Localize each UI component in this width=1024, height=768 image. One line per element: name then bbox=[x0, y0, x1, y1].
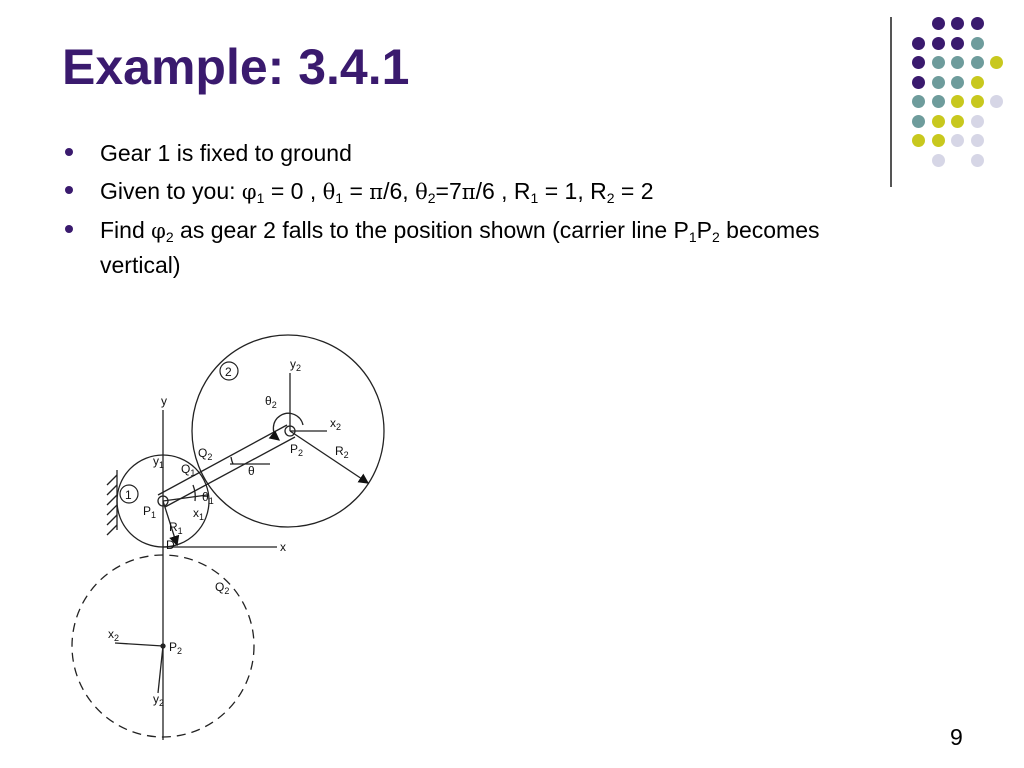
bullet-icon bbox=[65, 186, 73, 194]
p2-top-label: $P_2$ bbox=[290, 442, 304, 458]
decorative-dot bbox=[971, 95, 984, 108]
x2-prime-top-label: $x_2$ bbox=[330, 416, 342, 432]
theta-label: θ bbox=[248, 464, 255, 478]
decorative-dot bbox=[951, 56, 964, 69]
theta2-label: $\theta_2$ bbox=[265, 394, 277, 410]
decorative-dot bbox=[912, 115, 925, 128]
decorative-dot bbox=[951, 17, 964, 30]
decorative-dot bbox=[912, 56, 925, 69]
decorative-dot bbox=[951, 115, 964, 128]
y1-prime-label: $y_1$ bbox=[153, 454, 165, 470]
decorative-dot bbox=[971, 17, 984, 30]
ground-hatch bbox=[107, 470, 117, 535]
bullet-item bbox=[62, 174, 882, 209]
decorative-dot bbox=[971, 37, 984, 50]
decorative-dot bbox=[971, 56, 984, 69]
decorative-dot bbox=[932, 17, 945, 30]
decorative-dot bbox=[932, 37, 945, 50]
y2-prime-top-label: $y_2$ bbox=[290, 357, 302, 373]
decorative-dot bbox=[990, 56, 1003, 69]
bullet-icon bbox=[65, 225, 73, 233]
decorative-dot bbox=[971, 76, 984, 89]
bullet-list bbox=[62, 136, 882, 286]
gear-1-label: 1 bbox=[125, 488, 132, 502]
bullet-text: Given to you: $\varphi_1 = 0$ , $\theta_1 = \pi/6$, $\theta_2=7\pi/6$ , $R_1 = 1$, $R_2 = 2$ bbox=[100, 178, 654, 206]
bullet-item bbox=[62, 213, 882, 282]
p1-label: $P_1$ bbox=[143, 504, 157, 520]
decorative-dot bbox=[912, 95, 925, 108]
decorative-dot bbox=[951, 76, 964, 89]
x1-prime-label: $x_1$ bbox=[193, 506, 205, 522]
decorative-dot bbox=[932, 134, 945, 147]
decorative-dot bbox=[951, 37, 964, 50]
theta1-label: $\theta_1$ bbox=[202, 490, 214, 506]
carrier-bar bbox=[158, 425, 295, 507]
slide-title: Example: 3.4.1 bbox=[62, 39, 410, 95]
r2-label: $R_2$ bbox=[335, 444, 349, 460]
decorative-dot bbox=[971, 115, 984, 128]
y2-prime-bottom-label: $y_2$ bbox=[153, 692, 165, 708]
decorative-dot bbox=[990, 95, 1003, 108]
x-axis-label: x bbox=[280, 540, 286, 554]
gear-2-circle bbox=[192, 335, 384, 527]
d-label: D bbox=[166, 538, 175, 552]
bullet-text: Find $\varphi_2$ as gear 2 falls to the position shown (carrier line $P_1P_2$ becomes vertical) bbox=[100, 217, 820, 278]
decorative-dot bbox=[932, 76, 945, 89]
page-number: 9 bbox=[950, 724, 963, 750]
decorative-dot bbox=[971, 154, 984, 167]
r1-label: $R_1$ bbox=[169, 520, 183, 536]
decorative-dot bbox=[912, 37, 925, 50]
decorative-dot bbox=[912, 134, 925, 147]
bullet-item bbox=[62, 136, 882, 170]
decorative-dot bbox=[971, 134, 984, 147]
x2-prime-bottom-label: $x_2$ bbox=[108, 627, 120, 643]
decorative-dot bbox=[932, 95, 945, 108]
q2-top-label: $Q_2$ bbox=[198, 446, 213, 462]
decorative-dot bbox=[932, 115, 945, 128]
gear-2-label: 2 bbox=[225, 365, 232, 379]
p2-bottom-label: $P_2$ bbox=[169, 640, 183, 656]
q1-label: $Q_1$ bbox=[181, 462, 196, 478]
decorative-dot bbox=[932, 154, 945, 167]
y-axis-label: y bbox=[161, 394, 167, 408]
decorative-dot bbox=[951, 95, 964, 108]
bullet-icon bbox=[65, 148, 73, 156]
decorative-dot bbox=[912, 76, 925, 89]
divider-line bbox=[890, 17, 892, 187]
gear-diagram bbox=[65, 325, 395, 750]
decorative-dot bbox=[932, 56, 945, 69]
q2-bottom-label: $Q_2$ bbox=[215, 580, 230, 596]
bullet-text: Gear 1 is fixed to ground bbox=[100, 140, 352, 166]
decorative-dot bbox=[951, 134, 964, 147]
